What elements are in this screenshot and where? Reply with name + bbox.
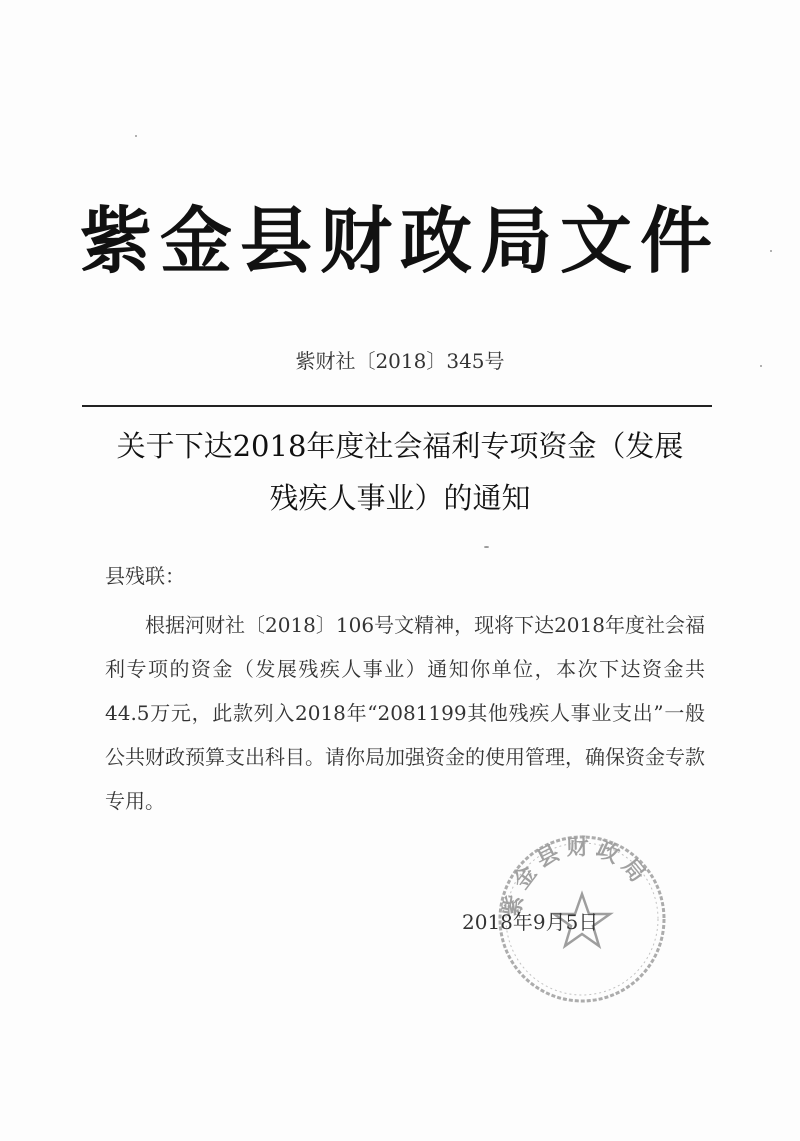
scan-speck [760,365,762,367]
notice-title [92,420,708,524]
issue-date: 2018年9月5日 [462,910,599,934]
scan-speck [770,250,772,252]
document-number: 紫财社〔2018〕345号 [295,349,505,373]
header-divider [82,405,712,407]
scan-speck [484,546,489,548]
salutation: 县残联： [105,564,185,588]
seal-text: 紫金县财政局 [498,834,655,920]
scan-speck [135,135,137,137]
notice-body: 根据河财社〔2018〕106号文精神，现将下达2018年度社会福利专项的资金（发展残疾人事业）通知你单位，本次下达资金共44.5万元，此款列入2018年“2081199其他残疾人事业支出”一般公共财政预算支出科目。请你局加强资金的使用管理，确保资金专款专用。 [105,613,705,813]
notice-title-line-2: 残疾人事业）的通知 [269,481,531,515]
notice-title-line-1: 关于下达2018年度社会福利专项资金（发展 [116,429,684,463]
document-masthead: 紫金县财政局文件 [79,198,720,283]
